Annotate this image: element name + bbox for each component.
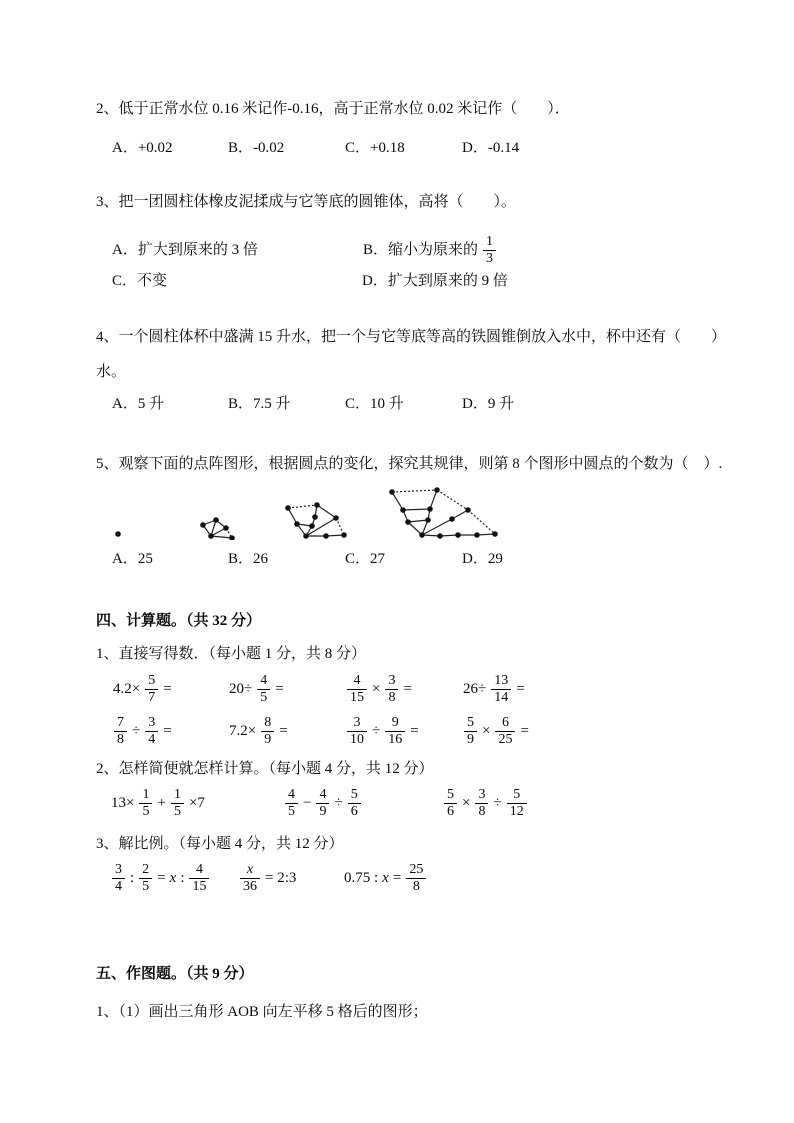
- math-expression: 4.2× $\frac{5}{7}$ =: [113, 673, 172, 705]
- option-c: C．27: [345, 551, 386, 567]
- option-a: A．25: [112, 551, 153, 567]
- solve-proportion-row: [110, 856, 704, 900]
- option-c: C．+0.18: [345, 140, 405, 156]
- math-expression: $\frac{x}{36}$ = 2:3: [238, 862, 343, 893]
- question-2-text: 2、低于正常水位 0.16 米记作-0.16，高于正常水位 0.02 米记作（ ）．: [96, 101, 570, 117]
- option-a: A．5 升: [112, 396, 165, 412]
- option-d: D．扩大到原来的 9 倍: [362, 273, 508, 289]
- fraction: $\frac{3}{4}$: [112, 862, 125, 893]
- question-2: [96, 100, 704, 158]
- section-5-item-1: 1、（1）画出三角形 AOB 向左平移 5 格后的图形；: [96, 1004, 428, 1020]
- dot-pattern-figures: [112, 486, 704, 546]
- fraction: $\frac{4}{5}$: [285, 787, 298, 818]
- fraction: $\frac{3}{4}$: [145, 715, 158, 746]
- fraction: $\frac{13}{14}$: [491, 673, 511, 704]
- question-4-text-line1: 4、一个圆柱体杯中盛满 15 升水，把一个与它等底等高的铁圆锥倒放入水中，杯中还有（ ）: [96, 329, 727, 345]
- fraction: $\frac{4}{9}$: [316, 787, 329, 818]
- question-5-options: [112, 550, 704, 569]
- section-5-heading: 五、作图题。（共 9 分）: [96, 966, 254, 982]
- fraction: $\frac{3}{8}$: [475, 787, 488, 818]
- fraction: $\frac{7}{8}$: [114, 715, 127, 746]
- fraction: $\frac{5}{9}$: [464, 715, 477, 746]
- option-d: D．-0.14: [462, 140, 520, 156]
- question-2-options: [112, 139, 704, 158]
- option-d: D．9 升: [462, 396, 515, 412]
- section-4-calculation: [96, 612, 704, 900]
- part-2-title: 2、怎样简便就怎样计算。（每小题 4 分，共 12 分）: [96, 761, 434, 777]
- dot-pattern-figure-3: [283, 496, 351, 540]
- math-expression: $\frac{7}{8}$ ÷ $\frac{3}{4}$ =: [112, 715, 228, 746]
- option-d: D．29: [462, 551, 503, 567]
- fraction: $\frac{5}{7}$: [145, 673, 158, 704]
- math-expression: 20÷ $\frac{4}{5}$ =: [229, 673, 284, 705]
- math-expression: $\frac{4}{15}$ × $\frac{3}{8}$ =: [345, 673, 462, 704]
- option-a: A．扩大到原来的 3 倍: [112, 241, 258, 258]
- math-expression: 7.2× $\frac{8}{9}$ =: [229, 715, 288, 747]
- fraction: $\frac{6}{25}$: [495, 715, 515, 746]
- fraction: $\frac{1}{5}$: [139, 787, 152, 818]
- fraction: $\frac{2}{5}$: [139, 862, 152, 893]
- question-4-options: [112, 395, 704, 414]
- fraction: $\frac{4}{15}$: [189, 862, 209, 893]
- question-4: [96, 328, 727, 414]
- question-3-text: 3、把一团圆柱体橡皮泥揉成与它等底的圆锥体，高将（ ）。: [96, 194, 517, 210]
- fraction: $\frac{8}{9}$: [261, 715, 274, 746]
- math-expression: 26÷ $\frac{13}{14}$ =: [463, 673, 525, 705]
- fraction: $\frac{4}{5}$: [257, 673, 270, 704]
- part-1-title: 1、直接写得数．（每小题 1 分，共 8 分）: [96, 646, 367, 662]
- dot-pattern-figure-2: [195, 510, 240, 540]
- question-5: [96, 455, 723, 569]
- option-b: B．-0.02: [228, 140, 285, 156]
- fraction: $\frac{1}{5}$: [171, 787, 184, 818]
- fraction: $\frac{5}{6}$: [348, 787, 361, 818]
- part-3-title: 3、解比例。（每小题 4 分，共 12 分）: [96, 836, 344, 852]
- fraction: $\frac{9}{16}$: [385, 715, 405, 746]
- math-expression: $\frac{4}{5}$ − $\frac{4}{9}$ ÷ $\frac{5}{6}$: [283, 787, 442, 818]
- direct-calculation-row-2: [112, 710, 704, 752]
- question-3-options-row2: [112, 272, 704, 291]
- math-expression: 0.75 : x = $\frac{25}{8}$: [343, 862, 704, 893]
- question-5-text: 5、观察下面的点阵图形，根据圆点的变化，探究其规律，则第 8 个图形中圆点的个数为（ ）.: [96, 456, 723, 472]
- question-3-options-row1: [112, 228, 704, 272]
- option-a: A．+0.02: [112, 140, 173, 156]
- fraction: $\frac{3}{10}$: [347, 715, 367, 746]
- option-c: C．不变: [112, 273, 168, 289]
- question-4-text-line2: 水。: [96, 364, 127, 380]
- math-expression: $\frac{3}{10}$ ÷ $\frac{9}{16}$ =: [345, 715, 462, 746]
- option-b: B．26: [228, 551, 269, 567]
- fraction: $\frac{x}{36}$: [240, 862, 260, 893]
- option-c: C．10 升: [345, 396, 404, 412]
- question-3: [96, 193, 704, 291]
- section-5-drawing: [96, 965, 704, 1022]
- fraction: $\frac{25}{8}$: [406, 862, 426, 893]
- fraction: $\frac{4}{15}$: [347, 673, 367, 704]
- section-4-heading: 四、计算题。（共 32 分）: [96, 613, 262, 629]
- dot-pattern-figure-1: [112, 528, 124, 540]
- option-b: B．7.5 升: [228, 396, 291, 412]
- fraction: $\frac{5}{12}$: [507, 787, 527, 818]
- math-expression: $\frac{5}{9}$ × $\frac{6}{25}$ =: [462, 715, 704, 746]
- fraction: $\frac{1}{3}$: [483, 234, 496, 265]
- direct-calculation-row-1: [112, 668, 704, 710]
- math-expression: $\frac{5}{6}$ × $\frac{3}{8}$ ÷ $\frac{5}{12}$: [442, 787, 704, 818]
- dot-pattern-figure-4: [385, 482, 503, 540]
- option-b: B．缩小为原来的 $\frac{1}{3}$: [362, 234, 704, 265]
- math-expression: $\frac{3}{4}$ : $\frac{2}{5}$ = x : $\frac{4}{15}$: [110, 862, 238, 893]
- fraction: $\frac{3}{8}$: [385, 673, 398, 704]
- simplify-calculation-row: [110, 782, 704, 824]
- math-expression: 13× $\frac{1}{5}$ + $\frac{1}{5}$ ×7: [111, 787, 205, 819]
- fraction: $\frac{5}{6}$: [444, 787, 457, 818]
